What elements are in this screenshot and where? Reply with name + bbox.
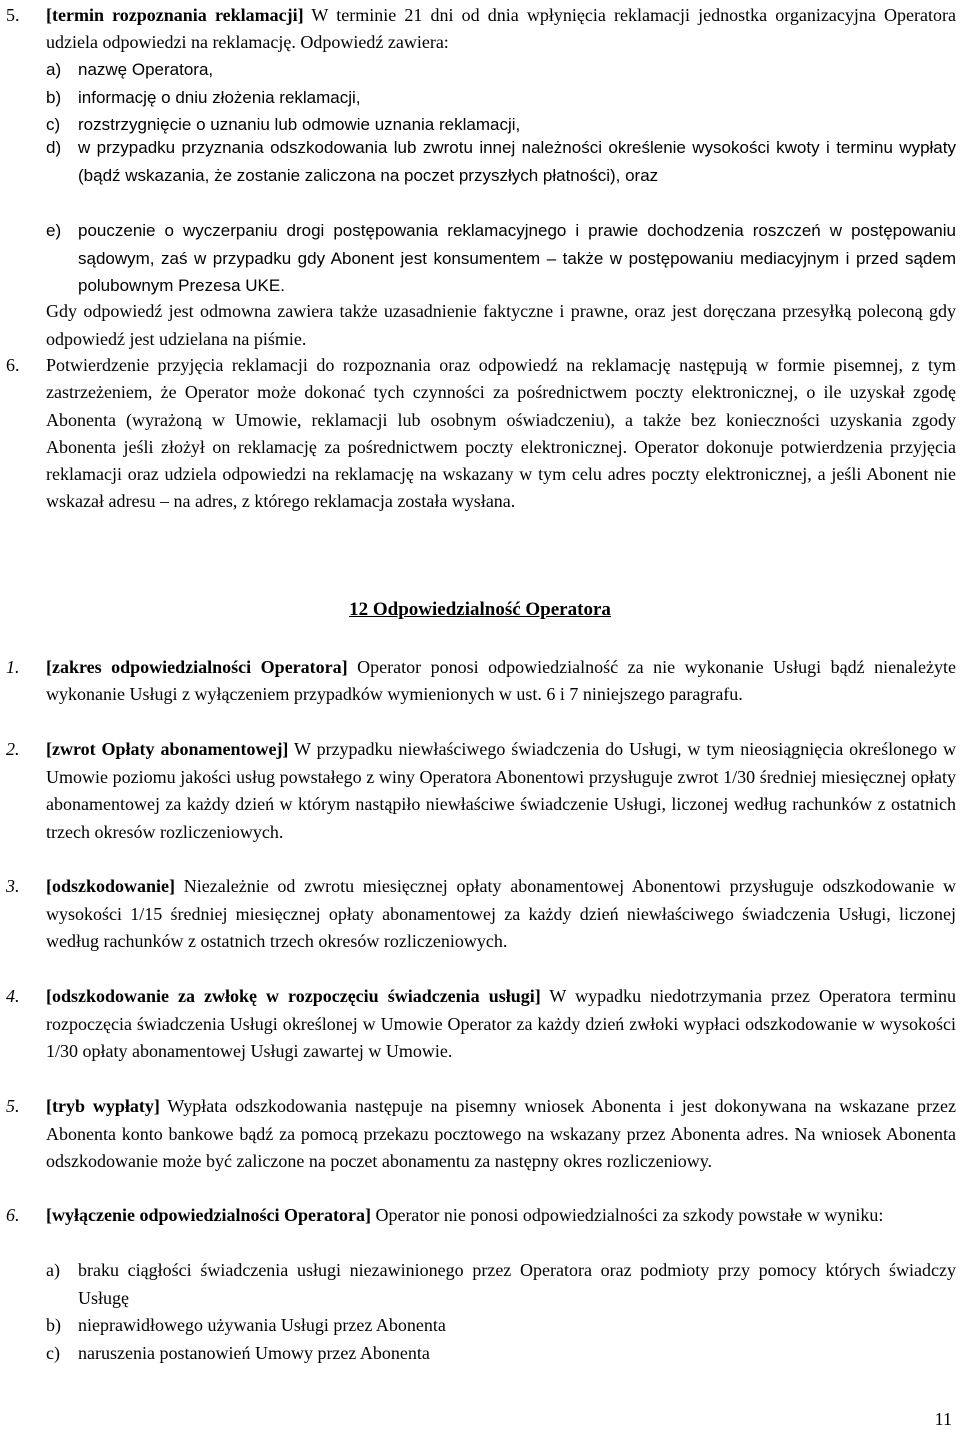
paragraph-title: [zwrot Opłaty abonamentowej] [46,739,289,759]
section-5-intro-text: W terminie 21 dni od dnia wpłynięcia reklamacji jednostka organizacyjna Operatora udziela odpowiedzi na reklamację. Odpowiedź zawiera: [46,5,956,52]
exclusion-text: braku ciągłości świadczenia usługi niezawinionego przez Operatora oraz podmioty przy pomocy których świadczy Usługę [78,1260,956,1308]
exclusion-text: nieprawidłowego używania Usługi przez Abonenta [78,1315,446,1335]
paragraph-text: [wyłączenie odpowiedzialności Operatora] Operator nie ponosi odpowiedzialności za szkody powstałe w wyniku: [46,1205,884,1225]
list-item-text: pouczenie o wyczerpaniu drogi postępowania reklamacyjnego i prawie dochodzenia roszczeń w postępowaniu sądowym, zaś w przypadku gdy Abonent jest konsumentem – także w postępowaniu mediacyjnym i przed sądem polubownym Prezesa UKE. [78,221,956,295]
section-6-number: 6. [6,355,20,375]
page-number: 11 [934,1409,952,1429]
paragraph-number: 6. [6,1205,20,1225]
paragraph-number: 2. [6,739,20,759]
chapter-title: 12 Odpowiedzialność Operatora [349,599,611,620]
paragraph-title: [odszkodowanie za zwłokę w rozpoczęciu świadczenia usługi] [46,986,541,1006]
paragraph-title: [wyłączenie odpowiedzialności Operatora] [46,1205,371,1225]
list-item-text: rozstrzygnięcie o uznaniu lub odmowie uznania reklamacji, [78,115,521,134]
exclusion-text: naruszenia postanowień Umowy przez Abonenta [78,1343,430,1363]
section-5-intro [46,2,956,56]
paragraph-number: 4. [6,986,20,1006]
section-5-title: [termin rozpoznania reklamacji] [46,5,304,25]
paragraph-title: [zakres odpowiedzialności Operatora] [46,657,348,677]
section-5-closing: Gdy odpowiedź jest odmowna zawiera także uzasadnienie faktyczne i prawne, oraz jest doręczana przesyłką poleconą gdy odpowiedź jest udzielana na piśmie. [46,301,956,349]
paragraph-text: [zakres odpowiedzialności Operatora] Operator ponosi odpowiedzialność za nie wykonanie Usługi bądź nienależyte wykonanie Usługi z wyłączeniem przypadków wymienionych w ust. 6 i 7 niniejszego paragrafu. [46,657,957,704]
paragraph-title: [odszkodowanie] [46,876,176,896]
section-6-text: Potwierdzenie przyjęcia reklamacji do rozpoznania oraz odpowiedź na reklamację następują w formie pisemnej, z tym zastrzeżeniem, że Operator może dokonać tych czynności za pośrednictwem poczty elektronicznej, o ile uzyskał zgodę Abonenta (wyrażoną w Umowie, reklamacji lub osobnym oświadczeniu), a także bez konieczności uzyskania zgody Abonenta jeśli złożył on reklamację za pośrednictwem poczty elektronicznej. Operator dokonuje potwierdzenia przyjęcia reklamacji oraz udziela odpowiedzi na reklamację na wskazany w tym celu adres poczty elektronicznej, a jeśli Abonent nie wskazał adresu – na adres, z którego reklamacja została wysłana. [46,355,956,512]
paragraph-text: [odszkodowanie] Niezależnie od zwrotu miesięcznej opłaty abonamentowej Abonentowi przysługuje odszkodowanie w wysokości 1/15 średniej miesięcznej opłaty abonamentowej za każdy dzień niewłaściwego świadczenia Usługi, liczonej według rachunków z ostatnich trzech okresów rozliczeniowych. [46,876,957,951]
list-item-text: w przypadku przyznania odszkodowania lub zwrotu innej należności określenie wysokości kwoty i terminu wypłaty (bądź wskazania, że zostanie zaliczona na poczet przyszłych płatności), oraz [78,138,956,185]
section-5-number: 5. [6,5,20,25]
paragraph-text: [zwrot Opłaty abonamentowej] W przypadku niewłaściwego świadczenia do Usługi, w tym nieosiągnięcia określonego w Umowie poziomu jakości usług powstałego z winy Operatora Abonentowi przysługuje zwrot 1/30 średniej miesięcznej opłaty abonamentowej za każdy dzień w którym nastąpiło niewłaściwe świadczenie Usługi, liczonej według rachunków z ostatnich trzech okresów rozliczeniowych. [46,739,956,842]
chapter-heading [0,596,960,624]
paragraph-text: [tryb wypłaty] Wypłata odszkodowania następuje na pisemny wniosek Abonenta i jest dokonywana na wskazane przez Abonenta konto bankowe bądź za pomocą przekazu pocztowego na wskazany przez Abonenta adres. Na wniosek Abonenta odszkodowanie może być zaliczone na poczet abonamentu za następny okres rozliczeniowy. [46,1096,956,1171]
paragraph-number: 5. [6,1096,20,1116]
document-page: 5. [termin rozpoznania reklamacji] W terminie 21 dni od dnia wpłynięcia reklamacji jednostka organizacyjna Operatora udziela odpowiedzi na reklamację. Odpowiedź zawiera: a) nazwę Operatora, b) informację o dniu złożenia reklamacji, c) rozstrzygnięcie o uznaniu lub odmowie uznania reklamacji, d) w przypadku przyznania odszkodowania lub zwrotu innej należności określenie wysokości kwoty i terminu wypłaty (bądź wskazania, że zostanie zaliczona na poczet przyszłych płatności), oraz e) pouczenie o wyczerpaniu drogi postępowania reklamacyjnego i prawie dochodzenia roszczeń w postępowaniu sądowym, zaś w przypadku gdy Abonent jest konsumentem – także w postępowaniu mediacyjnym i przed sądem polubownym Prezesa UKE. Gdy odpowiedź jest odmowna zawiera także uzasadnienie faktyczne i prawne, oraz jest doręczana przesyłką poleconą gdy odpowiedź jest udzielana na piśmie. 6. Potwierdzenie przyjęcia reklamacji do rozpoznania oraz odpowiedź na reklamację następują w formie pisemnej, z tym zastrzeżeniem, że Operator może dokonać tych czynności za pośrednictwem poczty elektronicznej, o ile uzyskał zgodę Abonenta (wyrażoną w Umowie, reklamacji lub osobnym oświadczeniu), a także bez konieczności uzyskania zgody Abonenta jeśli złożył on reklamację za pośrednictwem poczty elektronicznej. Operator dokonuje potwierdzenia przyjęcia reklamacji oraz udziela odpowiedzi na reklamację na wskazany w tym celu adres poczty elektronicznej, a jeśli Abonent nie wskazał adresu – na adres, z którego reklamacja została wysłana. 12 Odpowiedzialność Operatora 1. [zakres odpowiedzialności Operatora] Operator ponosi odpowiedzialność za nie wykonanie Usługi bądź nienależyte wykonanie Usługi z wyłączeniem przypadków wymienionych w ust. 6 i 7 niniejszego paragrafu. 2. [zwrot Opłaty abonamentowej] W przypadku niewłaściwego świadczenia do Usługi, w tym nieosiągnięcia określonego w Umowie poziomu jakości usług powstałego z winy Operatora Abonentowi przysługuje zwrot 1/30 średniej miesięcznej opłaty abonamentowej za każdy dzień w którym nastąpiło niewłaściwe świadczenie Usługi, liczonej według rachunków z ostatnich trzech okresów rozliczeniowych. 3. [odszkodowanie] Niezależnie od zwrotu miesięcznej opłaty abonamentowej Abonentowi przysługuje odszkodowanie w wysokości 1/15 średniej miesięcznej opłaty abonamentowej za każdy dzień niewłaściwego świadczenia Usługi, liczonej według rachunków z ostatnich trzech okresów rozliczeniowych. 4. [odszkodowanie za zwłokę w rozpoczęciu świadczenia usługi] W wypadku niedotrzymania przez Operatora terminu rozpoczęcia świadczenia Usługi określonej w Umowie Operator za każdy dzień zwłoki wypłaci odszkodowanie w wysokości 1/30 opłaty abonamentowej Usługi zawartej w Umowie. 5. [tryb wypłaty] Wypłata odszkodowania następuje na pisemny wniosek Abonenta i jest dokonywana na wskazane przez Abonenta konto bankowe bądź za pomocą przekazu pocztowego na wskazany przez Abonenta adres. Na wniosek Abonenta odszkodowanie może być zaliczone na poczet abonamentu za następny okres rozliczeniowy. 6. [wyłączenie odpowiedzialności Operatora] Operator nie ponosi odpowiedzialności za szkody powstałe w wyniku: a) braku ciągłości świadczenia usługi niezawinionego przez Operatora oraz podmioty przy pomocy których świadczy Usługę b) nieprawidłowego używania Usługi przez Abonenta c) naruszenia postanowień Umowy przez Abonenta 11 [0,0,960,1436]
list-item-text: informację o dniu złożenia reklamacji, [78,88,361,107]
list-item-text: nazwę Operatora, [78,60,214,79]
paragraph-number: 1. [6,657,20,677]
paragraph-title: [tryb wypłaty] [46,1096,160,1116]
paragraph-text: [odszkodowanie za zwłokę w rozpoczęciu świadczenia usługi] W wypadku niedotrzymania przez Operatora terminu rozpoczęcia świadczenia Usługi określonej w Umowie Operator za każdy dzień zwłoki wypłaci odszkodowanie w wysokości 1/30 opłaty abonamentowej Usługi zawartej w Umowie. [46,986,956,1061]
paragraph-number: 3. [6,876,20,896]
